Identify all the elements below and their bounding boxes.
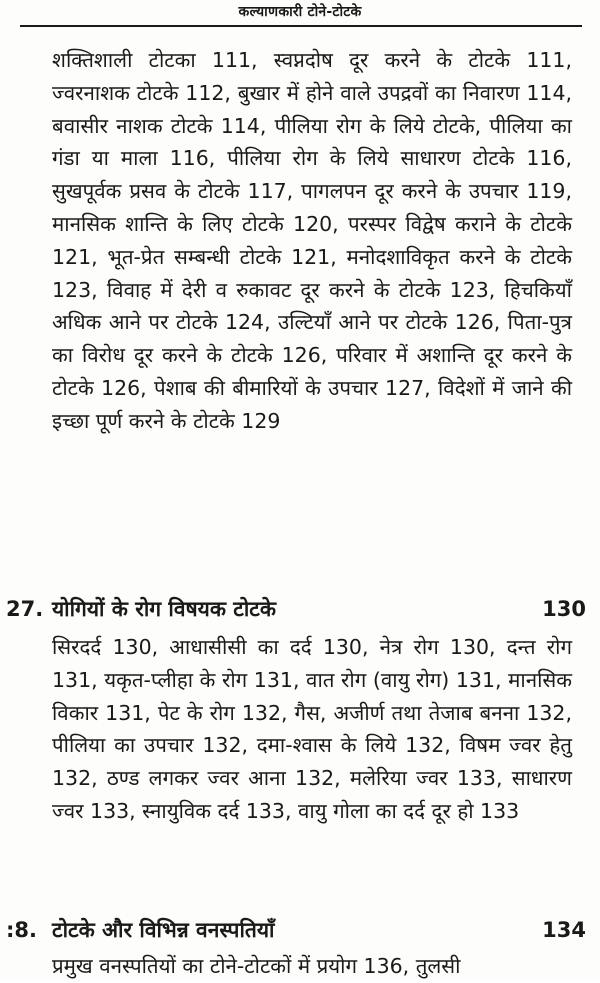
section-27-text: सिरदर्द 130, आधासीसी का दर्द 130, नेत्र रोग 130, दन्त रोग 131, यकृत-प्लीहा के रोग 131, वात रोग (वायु रोग) 131, मानसिक विकार 131, पेट के रोग 132, गैस, अजीर्ण तथा तेजाब बनना 132, पीलिया का उपचार 132, दमा-श्वास के लिये 132, विषम ज्वर हेतु 132, ठण्ड लगकर ज्वर आना 132, मलेरिया ज्वर 133, साधारण ज्वर 133, स्नायुविक दर्द 133, वायु गोला का दर्द दूर हो 133 <box>52 635 572 823</box>
section-continuation-text: शक्तिशाली टोटका 111, स्वप्नदोष दूर करने के टोटके 111, ज्वरनाशक टोटके 112, बुखार में होने वाले उपद्रवों का निवारण 114, बवासीर नाशक टोटके 114, पीलिया रोग के लिये टोटके, पीलिया का गंडा या माला 116, पीलिया रोग के लिये साधारण टोटके 116, सुखपूर्वक प्रसव के टोटके 117, पागलपन दूर करने के उपचार 119, मानसिक शान्ति के लिए टोटके 120, परस्पर विद्वेष कराने के टोटके 121, भूत-प्रेत सम्बन्धी टोटके 121, मनोदशाविकृत करने के टोटके 123, विवाह में देरी व रुकावट दूर करने के टोटके 123, हिचकियाँ अधिक आने पर टोटके 124, उल्टियाँ आने पर टोटके 126, पिता-पुत्र का विरोध दूर करने के टोटके 126, परिवार में अशान्ति दूर करने के टोटके 126, पेशाब की बीमारियों के उपचार 127, विदेशों में जाने की इच्छा पूर्ण करने के टोटके 129 <box>52 48 572 433</box>
section-heading-28 <box>0 913 600 947</box>
running-header: कल्याणकारी टोने-टोटके <box>238 4 362 20</box>
section-title: योगियों के रोग विषयक टोटके <box>52 597 277 621</box>
section-page-number: 134 <box>542 918 586 942</box>
section-heading-27 <box>0 592 600 626</box>
section-number: 27. <box>6 597 44 621</box>
section-number: :8. <box>6 918 37 942</box>
section-page-number: 130 <box>542 597 586 621</box>
section-title: टोटके और विभिन्न वनस्पतियाँ <box>52 918 275 942</box>
section-28-text: प्रमुख वनस्पतियों का टोने-टोटकों में प्रयोग 136, तुलसी <box>52 954 461 978</box>
header-rule <box>20 25 582 27</box>
